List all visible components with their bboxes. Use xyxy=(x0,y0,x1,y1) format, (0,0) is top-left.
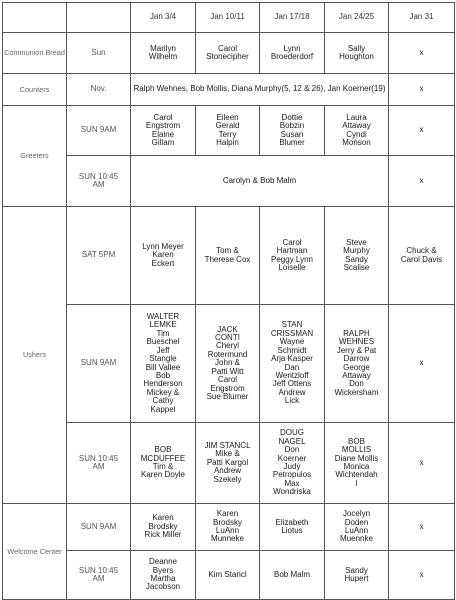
cell-jan-24-25: Laura Attaway Cyndi Monson xyxy=(325,106,389,156)
header-slot xyxy=(67,3,131,33)
cell-jan-31: Chuck & Carol Davis xyxy=(389,207,455,305)
cell-jan-24-25: RALPH WEHNES Jerry & Pat Darrow George Attaway Don Wickersham xyxy=(325,305,389,423)
cell-jan-24-25: Sally Houghton xyxy=(325,33,389,74)
cell-jan-10-11: JACK CONTI Cheryl Rotermund John & Patti Witt Carol Engstrom Sue Blumer xyxy=(196,305,260,423)
welcome-sun9-row xyxy=(3,504,455,551)
greeters-merged-cell: Carolyn & Bob Malm xyxy=(131,156,389,207)
communion-bread-row xyxy=(3,33,455,74)
cell-jan-3-4: Lynn Meyer Karen Eckert xyxy=(131,207,196,305)
cell-jan-31: x xyxy=(389,423,455,504)
category-counters: Counters xyxy=(3,74,67,106)
category-welcome-center: Welcome Center xyxy=(3,504,67,600)
category-ushers: Ushers xyxy=(3,207,67,504)
cell-jan-17-18: Dottie Bobzin Susan Blumer xyxy=(260,106,325,156)
ushers-sun9-row xyxy=(3,305,455,423)
cell-jan-3-4: WALTER LEMKE Tim Bueschel Jeff Stangle Bill Vallee Bob Henderson Mickey & Cathy Kappel xyxy=(131,305,196,423)
category-communion-bread: Communion Bread xyxy=(3,33,67,74)
header-jan-31: Jan 31 xyxy=(389,3,455,33)
greeters-sun9-row xyxy=(3,106,455,156)
ushers-sat5-row xyxy=(3,207,455,305)
cell-jan-3-4: Karen Brodsky Rick Miller xyxy=(131,504,196,551)
slot-label: SAT 5PM xyxy=(67,207,131,305)
cell-jan-3-4: Marilyn Wilhelm xyxy=(131,33,196,74)
header-jan-17-18: Jan 17/18 xyxy=(260,3,325,33)
cell-jan-10-11: Karen Brodsky LuAnn Munneke xyxy=(196,504,260,551)
header-category xyxy=(3,3,67,33)
ushers-sun1045-row xyxy=(3,423,455,504)
header-jan-24-25: Jan 24/25 xyxy=(325,3,389,33)
cell-jan-17-18: Carol Hartman Peggy Lynn Loiselle xyxy=(260,207,325,305)
category-greeters: Greeters xyxy=(3,106,67,207)
cell-jan-31: x xyxy=(389,156,455,207)
cell-jan-31: x xyxy=(389,74,455,106)
header-jan-10-11: Jan 10/11 xyxy=(196,3,260,33)
slot-label: SUN 9AM xyxy=(67,106,131,156)
cell-jan-10-11: Carol Stonecipher xyxy=(196,33,260,74)
cell-jan-17-18: Elizabeth Liotus xyxy=(260,504,325,551)
cell-jan-17-18: STAN CRISSMAN Wayne Schmidt Arja Kasper Dan Wentzloff Jeff Ottens Andrew Lick xyxy=(260,305,325,423)
slot-label: SUN 10:45 AM xyxy=(67,156,131,207)
cell-jan-3-4: BOB MCDUFFEE Tim & Karen Doyle xyxy=(131,423,196,504)
cell-jan-3-4: Deanne Byers Martha Jacobson xyxy=(131,551,196,600)
cell-jan-24-25: BOB MOLLIS Diane Mollis Monica Wichtendah l xyxy=(325,423,389,504)
cell-jan-17-18: Lynn Broederdorf xyxy=(260,33,325,74)
greeters-sun1045-row xyxy=(3,156,455,207)
cell-jan-24-25: Jocelyn Doden LuAnn Muennke xyxy=(325,504,389,551)
counters-row xyxy=(3,74,455,106)
slot-label: Nov. xyxy=(67,74,131,106)
slot-label: Sun xyxy=(67,33,131,74)
cell-jan-24-25: Sandy Hupert xyxy=(325,551,389,600)
cell-jan-10-11: Kim Stancl xyxy=(196,551,260,600)
header-jan-3-4: Jan 3/4 xyxy=(131,3,196,33)
cell-jan-10-11: JIM STANCL Mike & Patti Kargol Andrew Szekely xyxy=(196,423,260,504)
cell-jan-17-18: DOUG NAGEL Don Koerner Judy Petropulos Max Wondriska xyxy=(260,423,325,504)
cell-jan-10-11: Tom & Therese Cox xyxy=(196,207,260,305)
volunteer-schedule-table xyxy=(2,2,455,600)
cell-jan-31: x xyxy=(389,504,455,551)
cell-jan-17-18: Bob Malm xyxy=(260,551,325,600)
cell-jan-3-4: Carol Engstrom Elaine Gillam xyxy=(131,106,196,156)
counters-merged-cell: Ralph Wehnes, Bob Mollis, Diana Murphy(5, 12 & 26), Jan Koerner(19) xyxy=(131,74,389,106)
header-row xyxy=(3,3,455,33)
slot-label: SUN 9AM xyxy=(67,305,131,423)
welcome-sun1045-row xyxy=(3,551,455,600)
slot-label: SUN 10:45 AM xyxy=(67,423,131,504)
cell-jan-24-25: Steve Murphy Sandy Scalise xyxy=(325,207,389,305)
cell-jan-31: x xyxy=(389,106,455,156)
cell-jan-10-11: Eileen Gerald Terry Halpin xyxy=(196,106,260,156)
slot-label: SUN 9AM xyxy=(67,504,131,551)
cell-jan-31: x xyxy=(389,33,455,74)
slot-label: SUN 10:45 AM xyxy=(67,551,131,600)
cell-jan-31: x xyxy=(389,551,455,600)
cell-jan-31: x xyxy=(389,305,455,423)
